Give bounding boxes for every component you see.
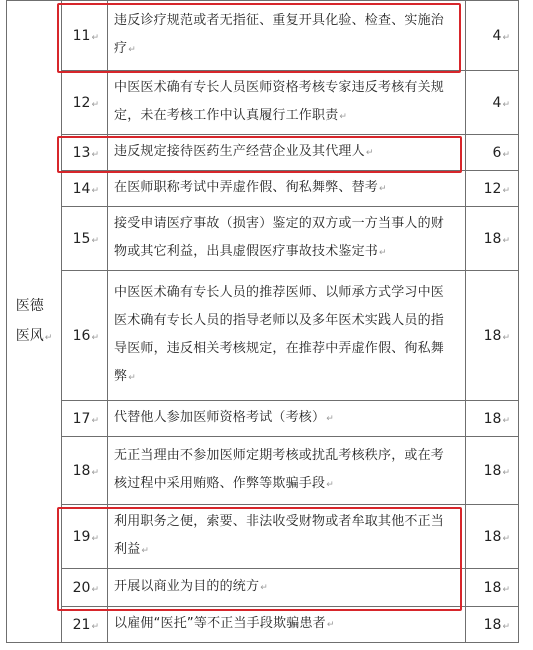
paragraph-mark-icon: ↵ <box>91 332 99 343</box>
paragraph-mark-icon: ↵ <box>91 32 99 43</box>
paragraph-mark-icon: ↵ <box>502 533 510 544</box>
paragraph-mark-icon: ↵ <box>44 332 53 343</box>
category-label-line1: 医德 <box>15 297 44 314</box>
row-score: 4↵ <box>466 1 519 71</box>
scoring-table <box>6 0 519 643</box>
paragraph-mark-icon: ↵ <box>141 546 150 556</box>
row-number: 14↵ <box>62 171 108 207</box>
row-number: 11↵ <box>62 1 108 71</box>
paragraph-mark-icon: ↵ <box>502 185 510 196</box>
row-score: 18↵ <box>466 607 519 643</box>
row-description: 无正当理由不参加医师定期考核或扰乱考核秩序，或在考核过程中采用贿赂、作弊等欺骗手段↵ <box>108 437 466 505</box>
paragraph-mark-icon: ↵ <box>502 584 510 595</box>
row-score: 18↵ <box>466 207 519 271</box>
paragraph-mark-icon: ↵ <box>128 373 136 383</box>
paragraph-mark-icon: ↵ <box>339 112 348 122</box>
row-description: 违反规定接待医药生产经营企业及其代理人↵ <box>108 135 466 171</box>
paragraph-mark-icon: ↵ <box>326 414 334 424</box>
row-description: 中医医术确有专长人员医师资格考核专家违反考核有关规定，未在考核工作中认真履行工作职责↵ <box>108 71 466 135</box>
row-score: 18↵ <box>466 569 519 607</box>
paragraph-mark-icon: ↵ <box>326 480 334 490</box>
paragraph-mark-icon: ↵ <box>91 185 99 196</box>
table-row <box>7 271 519 401</box>
row-number: 15↵ <box>62 207 108 271</box>
row-number: 20↵ <box>62 569 108 607</box>
row-score: 12↵ <box>466 171 519 207</box>
table-row <box>7 437 519 505</box>
paragraph-mark-icon: ↵ <box>502 415 510 426</box>
paragraph-mark-icon: ↵ <box>502 32 510 43</box>
table-row <box>7 569 519 607</box>
row-description: 开展以商业为目的的统方↵ <box>108 569 466 607</box>
paragraph-mark-icon: ↵ <box>365 148 374 158</box>
row-score: 18↵ <box>466 505 519 569</box>
row-description: 违反诊疗规范或者无指征、重复开具化验、检查、实施治疗↵ <box>108 1 466 71</box>
paragraph-mark-icon: ↵ <box>91 621 99 632</box>
paragraph-mark-icon: ↵ <box>91 149 99 160</box>
row-score: 6↵ <box>466 135 519 171</box>
paragraph-mark-icon: ↵ <box>91 533 99 544</box>
paragraph-mark-icon: ↵ <box>91 467 99 478</box>
row-number: 16↵ <box>62 271 108 401</box>
paragraph-mark-icon: ↵ <box>502 467 510 478</box>
row-description: 利用职务之便，索要、非法收受财物或者牟取其他不正当利益↵ <box>108 505 466 569</box>
table-row <box>7 1 519 71</box>
paragraph-mark-icon: ↵ <box>379 248 387 258</box>
row-description: 在医师职称考试中弄虚作假、徇私舞弊、替考↵ <box>108 171 466 207</box>
paragraph-mark-icon: ↵ <box>326 620 335 630</box>
row-score: 4↵ <box>466 71 519 135</box>
paragraph-mark-icon: ↵ <box>91 415 99 426</box>
paragraph-mark-icon: ↵ <box>379 184 387 194</box>
paragraph-mark-icon: ↵ <box>128 45 136 55</box>
paragraph-mark-icon: ↵ <box>502 621 510 632</box>
row-number: 17↵ <box>62 401 108 437</box>
paragraph-mark-icon: ↵ <box>502 99 510 110</box>
paragraph-mark-icon: ↵ <box>502 149 510 160</box>
table-row <box>7 71 519 135</box>
table-row <box>7 171 519 207</box>
row-number: 13↵ <box>62 135 108 171</box>
paragraph-mark-icon: ↵ <box>91 584 99 595</box>
paragraph-mark-icon: ↵ <box>502 332 510 343</box>
row-description: 中医医术确有专长人员的推荐医师、以师承方式学习中医医术确有专长人员的指导老师以及多年医术实践人员的指导医师，违反相关考核规定，在推荐中弄虚作假、徇私舞弊↵ <box>108 271 466 401</box>
row-number: 19↵ <box>62 505 108 569</box>
row-number: 18↵ <box>62 437 108 505</box>
table-row <box>7 135 519 171</box>
table-row <box>7 505 519 569</box>
row-description: 接受申请医疗事故（损害）鉴定的双方或一方当事人的财物或其它利益，出具虚假医疗事故技术鉴定书↵ <box>108 207 466 271</box>
table-row <box>7 401 519 437</box>
category-label-line2: 医风 <box>15 327 44 344</box>
row-score: 18↵ <box>466 271 519 401</box>
row-number: 12↵ <box>62 71 108 135</box>
paragraph-mark-icon: ↵ <box>260 583 268 593</box>
row-score: 18↵ <box>466 401 519 437</box>
row-number: 21↵ <box>62 607 108 643</box>
category-cell <box>7 1 62 643</box>
paragraph-mark-icon: ↵ <box>91 235 99 246</box>
row-score: 18↵ <box>466 437 519 505</box>
table-row <box>7 207 519 271</box>
row-description: 以雇佣“医托”等不正当手段欺骗患者↵ <box>108 607 466 643</box>
paragraph-mark-icon: ↵ <box>502 235 510 246</box>
paragraph-mark-icon: ↵ <box>91 99 99 110</box>
row-description: 代替他人参加医师资格考试（考核）↵ <box>108 401 466 437</box>
table-row <box>7 607 519 643</box>
